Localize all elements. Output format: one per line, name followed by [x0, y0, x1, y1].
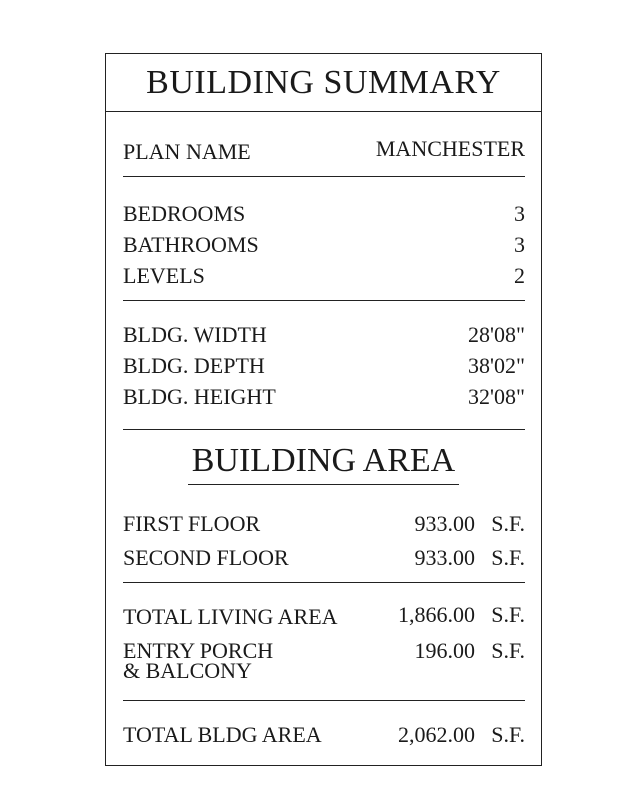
- porch-row: [123, 638, 525, 683]
- first-floor-row: [123, 511, 525, 537]
- depth-label: BLDG. DEPTH: [123, 353, 265, 378]
- height-row: [123, 384, 525, 410]
- unit-label: S.F.: [491, 511, 525, 536]
- area-title: BUILDING AREA: [188, 442, 459, 485]
- width-value: 28'08": [468, 322, 525, 347]
- bathrooms-value: 3: [514, 232, 525, 257]
- second-floor-row: [123, 545, 525, 571]
- levels-value: 2: [514, 263, 525, 288]
- total-living-value: 1,866.00: [398, 602, 475, 627]
- summary-title: BUILDING SUMMARY: [146, 63, 501, 101]
- unit-label: S.F.: [491, 722, 525, 747]
- total-living-row: [123, 604, 525, 630]
- width-label: BLDG. WIDTH: [123, 322, 267, 347]
- divider: [123, 176, 525, 177]
- porch-value: 196.00: [414, 638, 475, 663]
- depth-value: 38'02": [468, 353, 525, 378]
- plan-name-value: MANCHESTER: [375, 136, 525, 161]
- summary-header: [106, 54, 541, 112]
- width-row: [123, 322, 525, 348]
- total-bldg-value: 2,062.00: [398, 722, 475, 747]
- second-floor-value: 933.00: [414, 545, 475, 570]
- total-bldg-label: TOTAL BLDG AREA: [123, 722, 322, 747]
- height-value: 32'08": [468, 384, 525, 409]
- height-label: BLDG. HEIGHT: [123, 384, 276, 409]
- total-living-label: TOTAL LIVING AREA: [123, 604, 338, 629]
- bedrooms-value: 3: [514, 201, 525, 226]
- bathrooms-label: BATHROOMS: [123, 232, 259, 257]
- bedrooms-row: [123, 201, 525, 227]
- building-summary-card: [105, 53, 542, 766]
- depth-row: [123, 353, 525, 379]
- plan-name-row: [123, 136, 525, 165]
- unit-label: S.F.: [491, 602, 525, 627]
- unit-label: S.F.: [491, 638, 525, 663]
- second-floor-label: SECOND FLOOR: [123, 545, 289, 570]
- total-bldg-row: [123, 722, 525, 748]
- first-floor-value: 933.00: [414, 511, 475, 536]
- divider: [123, 300, 525, 301]
- levels-row: [123, 263, 525, 289]
- area-header: [106, 442, 541, 485]
- divider: [123, 429, 525, 430]
- divider: [123, 700, 525, 701]
- bedrooms-label: BEDROOMS: [123, 201, 246, 226]
- unit-label: S.F.: [491, 545, 525, 570]
- bathrooms-row: [123, 232, 525, 258]
- porch-label-line2: & BALCONY: [123, 658, 252, 683]
- first-floor-label: FIRST FLOOR: [123, 511, 261, 536]
- divider: [123, 582, 525, 583]
- plan-name-label: PLAN NAME: [123, 139, 251, 164]
- porch-label-line1: ENTRY PORCH: [123, 638, 274, 663]
- levels-label: LEVELS: [123, 263, 205, 288]
